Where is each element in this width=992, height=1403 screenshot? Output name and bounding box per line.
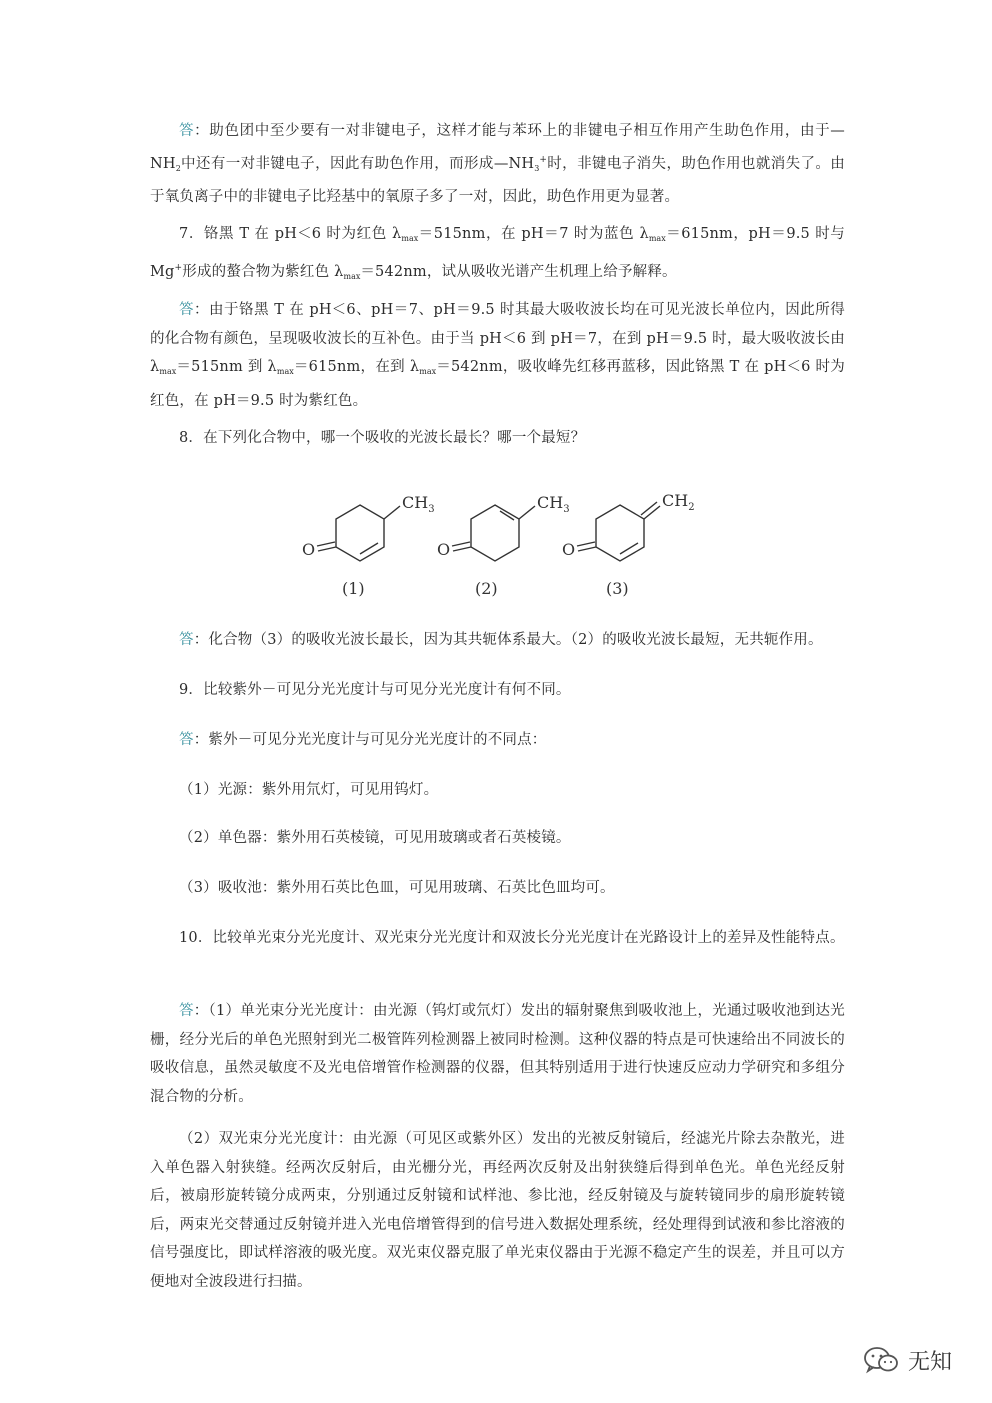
question-9: 9．比较紫外－可见分光光度计与可见分光光度计有何不同。 — [179, 682, 571, 698]
answer-9-item: （2）单色器：紫外用石英棱镜，可见用玻璃或者石英棱镜。 — [179, 830, 571, 846]
question-8: 8．在下列化合物中，哪一个吸收的光波长最长？哪一个最短？ — [179, 430, 586, 446]
molecule-1 — [317, 505, 400, 561]
watermark-text: 无知 — [908, 1349, 953, 1375]
molecule-structures — [290, 478, 720, 608]
answer-label: 答 — [179, 632, 194, 648]
answer-label: 答 — [179, 123, 195, 139]
answer-6: 答：助色团中至少要有一对非键电子，这样才能与苯环上的非键电子相互作用产生助色作用，由于$—NH_2$中还有一对非键电子，因此有助色作用，而形成$—NH_3^+$时，非键电子消失，助色作用也就消失了。由于氧负离子中的非键电子比羟基中的氧原子多了一对，因此，助色作用更为显著。 — [150, 123, 845, 205]
answer-label: 答 — [179, 732, 194, 748]
oxygen-1: O — [302, 540, 316, 559]
oxygen-2: O — [437, 540, 451, 559]
answer-9: 答：紫外－可见分光光度计与可见分光光度计的不同点： — [179, 732, 547, 748]
watermark — [862, 1340, 952, 1380]
ch3-1: $CH_3$ — [402, 493, 435, 515]
molecule-label-1: (1) — [342, 579, 365, 598]
question-7: 7．铬黑 T 在 pH＜6 时为红色 $\lambda_{max}=515nm$，在 pH＝7 时为蓝色 $\lambda_{max}=615nm$，pH＝9.5 时与 Mg+形成的螯合物为紫红色 $\lambda_{max}=542nm$，试从吸收光谱产生机理上给予解释。 — [150, 226, 845, 281]
answer-7: 答：由于铬黑 T 在 pH＜6、pH＝7、pH＝9.5 时其最大吸收波长均在可见光波长单位内，因此所得的化合物有颜色，呈现吸收波长的互补色。由于当 pH＜6 到 pH＝7，在到 pH＝9.5 时，最大吸收波长由 $\lambda_{max}=515nm$ 到 $\lambda_{max}=615nm$，在到 $\lambda_{max}=542nm$，吸收峰先红移再蓝移，因此铬黑 T 在 pH＜6 时为红色，在 pH＝9.5 时为紫红色。 — [150, 302, 846, 409]
answer-10-part-1: 答：（1）单光束分光光度计：由光源（钨灯或氘灯）发出的辐射聚焦到吸收池上，光通过吸收池到达光栅，经分光后的单色光照射到光二极管阵列检测器上被同时检测。这种仪器的特点是可快速给出不同波长的吸收信息，虽然灵敏度不及光电倍增管作检测器的仪器，但其特别适用于进行快速反应动力学研究和多组分混合物的分析。 — [150, 1003, 845, 1105]
answer-9-item: （3）吸收池：紫外用石英比色皿，可见用玻璃、石英比色皿均可。 — [179, 880, 615, 896]
answer-9-item: （1）光源：紫外用氘灯，可见用钨灯。 — [179, 782, 439, 798]
molecule-figure — [290, 478, 720, 608]
question-10: 10．比较单光束分光光度计、双光束分光光度计和双波长分光光度计在光路设计上的差异及性能特点。 — [179, 930, 845, 946]
oxygen-3: O — [562, 540, 576, 559]
molecule-2 — [452, 505, 535, 561]
answer-8: 答：化合物（3）的吸收光波长最长，因为其共轭体系最大。（2）的吸收光波长最短，无共轭作用。 — [179, 632, 823, 648]
wechat-icon — [862, 1345, 900, 1375]
ch2-3: $CH_2$ — [662, 491, 695, 513]
molecule-label-2: (2) — [475, 579, 498, 598]
answer-label: 答 — [179, 302, 195, 318]
answer-label: 答 — [179, 1003, 194, 1019]
ch3-2: $CH_3$ — [537, 493, 570, 515]
answer-10-part-2: （2）双光束分光光度计：由光源（可见区或紫外区）发出的光被反射镜后，经滤光片除去杂散光，进入单色器入射狭缝。经两次反射后，由光栅分光，再经两次反射及出射狭缝后得到单色光。单色光经反射后，被扇形旋转镜分成两束，分别通过反射镜和试样池、参比池，经反射镜及与旋转镜同步的扇形旋转镜后，两束光交替通过反射镜并进入光电倍增管得到的信号进入数据处理系统，经处理得到试液和参比溶液的信号强度比，即试样溶液的吸光度。双光束仪器克服了单光束仪器由于光源不稳定产生的误差，并且可以方便地对全波段进行扫描。 — [150, 1131, 845, 1290]
molecule-label-3: (3) — [606, 579, 629, 598]
molecule-3 — [577, 502, 660, 561]
